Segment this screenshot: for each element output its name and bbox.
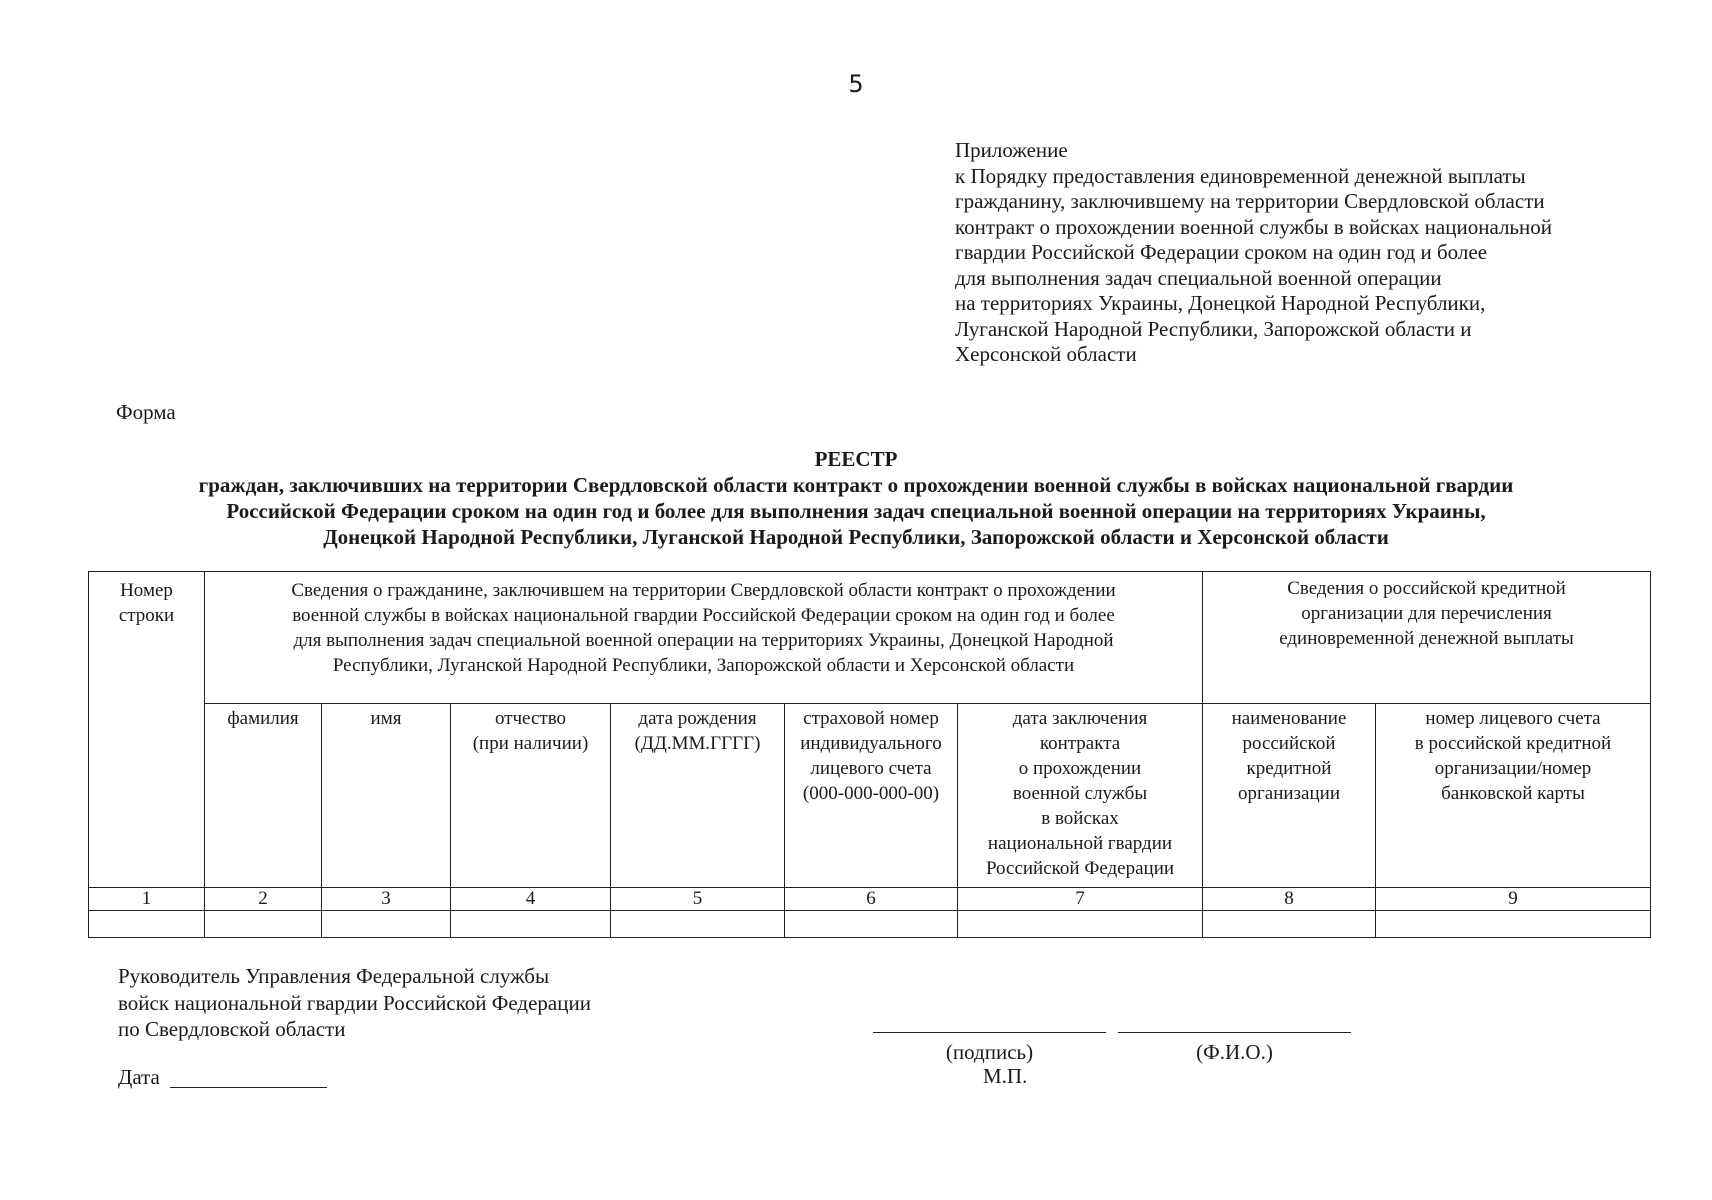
- title-line: Российской Федерации сроком на один год и более для выполнения задач специальной военной операции на территориях Украины,: [226, 499, 1486, 523]
- document-title: [0, 446, 1712, 550]
- table-cell[interactable]: [785, 911, 958, 938]
- page-number: 5: [848, 70, 864, 98]
- form-label: Форма: [116, 400, 176, 424]
- column-header-text: наименование российской кредитной организации: [1231, 708, 1347, 804]
- manager-title: [118, 963, 718, 1043]
- table-cell[interactable]: [1203, 911, 1376, 938]
- date-line[interactable]: [170, 1087, 327, 1088]
- column-header-surname: [205, 704, 322, 888]
- citizen-info-header: [205, 572, 1203, 704]
- column-number: 8: [1203, 888, 1376, 911]
- table-cell[interactable]: [322, 911, 451, 938]
- column-header-text: отчество (при наличии): [472, 708, 589, 754]
- table-cell[interactable]: [611, 911, 785, 938]
- signature-caption: (подпись): [945, 1040, 1034, 1064]
- appendix-line: для выполнения задач специальной военной операции: [955, 265, 1442, 290]
- row-number-header: [89, 572, 205, 888]
- column-header-name: [322, 704, 451, 888]
- seal-label: М.П.: [983, 1064, 1028, 1088]
- column-number: 3: [322, 888, 451, 911]
- signature-line[interactable]: [873, 1032, 1106, 1033]
- table-cell[interactable]: [89, 911, 205, 938]
- column-number: 6: [785, 888, 958, 911]
- row-number-header-text: Номер строки: [118, 580, 175, 626]
- column-header-patronymic: [451, 704, 611, 888]
- title-heading: РЕЕСТР: [814, 447, 898, 471]
- registry-table: [88, 571, 1651, 938]
- table-cell[interactable]: [451, 911, 611, 938]
- bank-info-header: [1203, 572, 1651, 704]
- column-number: 5: [611, 888, 785, 911]
- title-line: Донецкой Народной Республики, Луганской Народной Республики, Запорожской области и Херсонской области: [323, 525, 1389, 549]
- column-header-snils: [785, 704, 958, 888]
- column-number: 9: [1376, 888, 1651, 911]
- appendix-line: гвардии Российской Федерации сроком на один год и более: [955, 240, 1488, 264]
- table-cell[interactable]: [1376, 911, 1651, 938]
- table-header-row: [89, 572, 1651, 704]
- column-number: 4: [451, 888, 611, 911]
- date-label: Дата: [118, 1065, 160, 1089]
- appendix-line: Херсонской области: [955, 342, 1137, 366]
- column-header-text: дата рождения (ДД.ММ.ГГГГ): [634, 708, 761, 754]
- table-subheader-row: [89, 704, 1651, 888]
- column-number: 7: [958, 888, 1203, 911]
- citizen-info-header-text: Сведения о гражданине, заключившем на территории Свердловской области контракт о прохождении военной службы в войсках национальной гвардии Российской Федерации сроком на один год и более для выполнения задач специальной военной операции на территориях Украины, Донецкой Народной Республики, Луганской Народной Республики, Запорожской области и Херсонской области: [291, 580, 1116, 676]
- table-cell[interactable]: [205, 911, 322, 938]
- appendix-note: [955, 138, 1675, 368]
- column-number: 2: [205, 888, 322, 911]
- manager-line: по Свердловской области: [118, 1017, 346, 1041]
- column-header-account-number: [1376, 704, 1651, 888]
- column-header-birth-date: [611, 704, 785, 888]
- column-number: 1: [89, 888, 205, 911]
- manager-line: войск национальной гвардии Российской Федерации: [118, 990, 591, 1015]
- table-cell[interactable]: [958, 911, 1203, 938]
- name-caption: (Ф.И.О.): [1196, 1040, 1273, 1064]
- appendix-line: гражданину, заключившему на территории Свердловской области: [955, 189, 1545, 213]
- column-number-row: [89, 888, 1651, 911]
- manager-line: Руководитель Управления Федеральной службы: [118, 964, 550, 988]
- appendix-line: Луганской Народной Республики, Запорожской области и: [955, 316, 1472, 341]
- name-line[interactable]: [1118, 1032, 1351, 1033]
- column-header-bank-name: [1203, 704, 1376, 888]
- bank-info-header-text: Сведения о российской кредитной организации для перечисления единовременной денежной выплаты: [1279, 578, 1574, 649]
- column-header-text: номер лицевого счета в российской кредитной организации/номер банковской карты: [1414, 708, 1612, 804]
- appendix-line: Приложение: [955, 138, 1068, 162]
- column-header-text: фамилия: [227, 708, 299, 729]
- title-line: граждан, заключивших на территории Свердловской области контракт о прохождении военной службы в войсках национальной гвардии: [198, 473, 1514, 497]
- column-header-text: дата заключения контракта о прохождении военной службы в войсках национальной гвардии Российской Федерации: [985, 708, 1175, 879]
- appendix-line: к Порядку предоставления единовременной денежной выплаты: [955, 163, 1526, 188]
- appendix-line: контракт о прохождении военной службы в войсках национальной: [955, 214, 1552, 239]
- column-header-text: имя: [370, 708, 402, 729]
- column-header-contract-date: [958, 704, 1203, 888]
- appendix-line: на территориях Украины, Донецкой Народной Республики,: [955, 291, 1486, 315]
- table-row: [89, 911, 1651, 938]
- column-header-text: страховой номер индивидуального лицевого счета (000-000-000-00): [800, 708, 942, 804]
